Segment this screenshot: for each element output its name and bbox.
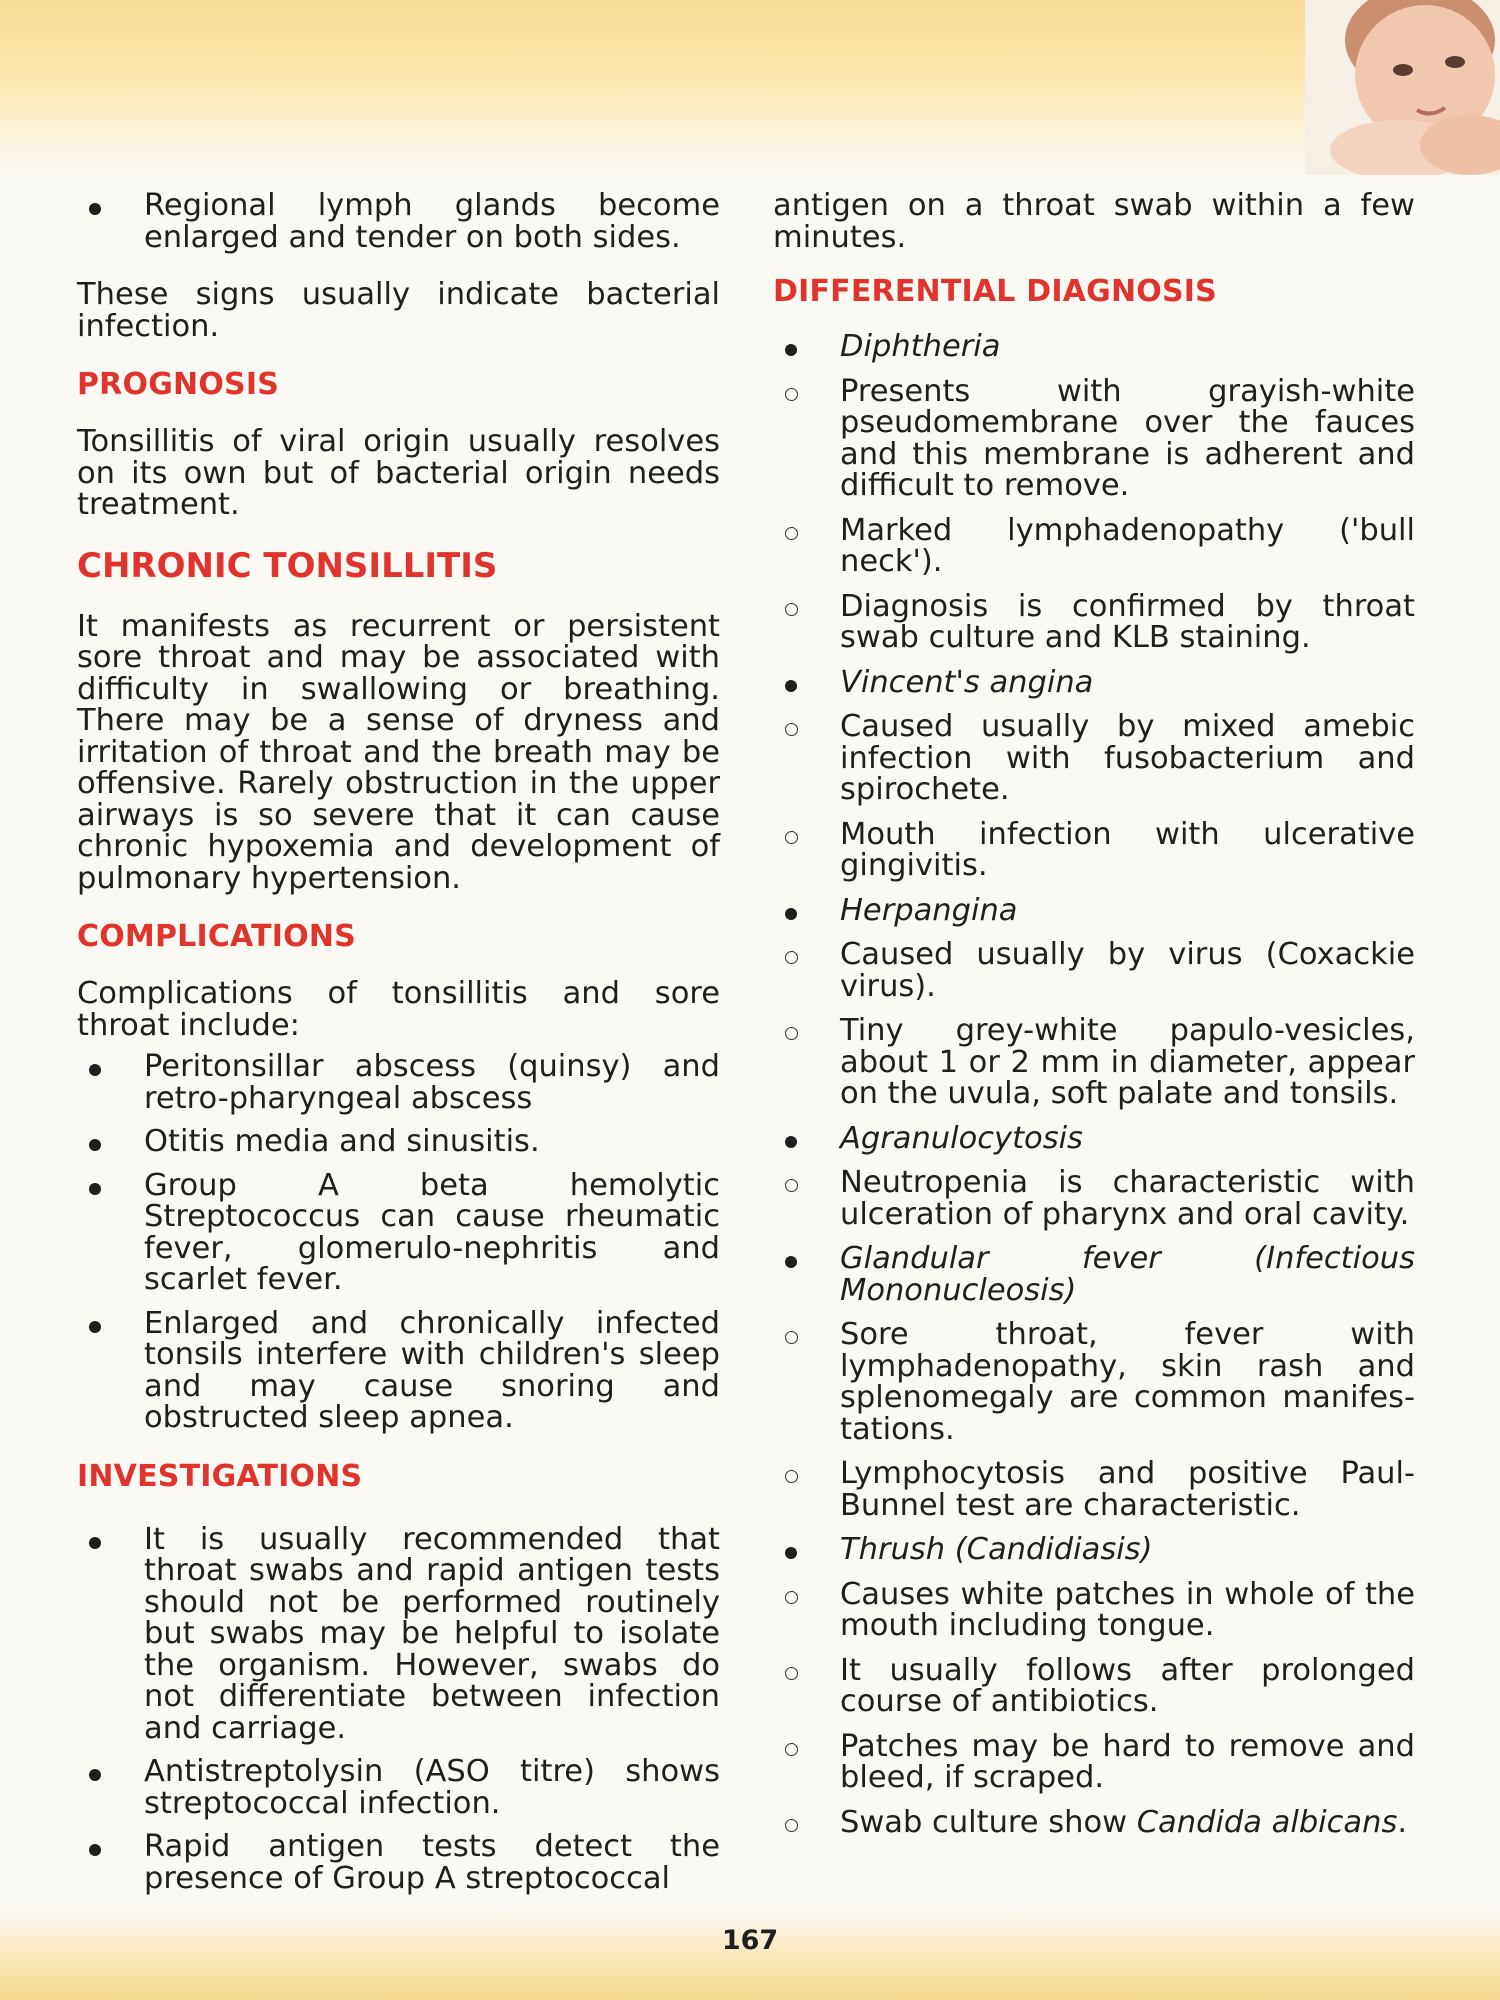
complications-list [77, 1051, 720, 1434]
prognosis-heading: PROGNOSIS [77, 367, 280, 402]
list-item [77, 1051, 720, 1114]
circle-bullet-icon [776, 1167, 806, 1199]
list-item-text: Sore throat, fever with lymphadenopathy, skin rash and splenomegaly are common manifes-tations. [840, 1317, 1415, 1447]
bullet-icon [80, 1051, 110, 1083]
circle-bullet-icon [776, 819, 806, 851]
bullet-icon [80, 1524, 110, 1556]
bullet-icon [80, 1831, 110, 1863]
list-item-text: Neutropenia is characteristic with ulceration of pharynx and oral cavity. [840, 1165, 1415, 1232]
list-item-text: Regional lymph glands become enlarged and tender on both sides. [144, 188, 720, 255]
baby-photo [1305, 0, 1500, 175]
species-name: Candida albicans [1136, 1804, 1398, 1840]
circle-bullet-icon [776, 515, 806, 547]
list-item-text: Diphtheria [840, 329, 1001, 364]
list-item-text: Caused usually by virus (Coxackie virus). [840, 937, 1415, 1004]
intro-paragraph: These signs usually indicate bacterial infection. [77, 277, 720, 344]
list-item-text: Herpangina [840, 892, 1018, 928]
list-item-text: It usually follows after prolonged course of antibiotics. [840, 1652, 1415, 1719]
list-item-text: Caused usually by mixed amebic infection with fusobacterium and spirochete. [840, 709, 1415, 807]
right-column [773, 190, 1415, 1862]
diagnosis-detail [773, 1728, 1415, 1795]
page-number: 167 [721, 1925, 779, 1956]
bullet-icon [776, 331, 806, 363]
list-item-text: Group A beta hemolytic Streptococcus can cause rheumatic fever, glomerulo-nephritis and scarlet fever. [144, 1167, 720, 1297]
diagnosis-item [773, 331, 1415, 363]
circle-bullet-icon [776, 939, 806, 971]
bullet-icon [80, 1170, 110, 1202]
list-item-text: Causes white patches in whole of the mouth including tongue. [840, 1576, 1415, 1643]
list-item [77, 1126, 720, 1158]
intro-list [77, 190, 720, 253]
diagnosis-item [773, 1120, 1415, 1156]
list-item-text: Marked lymphadenopathy ('bull neck'). [840, 512, 1415, 579]
bullet-icon [80, 1308, 110, 1340]
list-item-text: Tiny grey-white papulo-vesicles, about 1 or 2 mm in diameter, appear on the uvula, soft palate and tonsils. [840, 1013, 1415, 1111]
bullet-icon [80, 1756, 110, 1788]
list-item-text: Peritonsillar abscess (quinsy) and retro-pharyngeal abscess [144, 1049, 720, 1116]
bullet-icon [776, 1243, 806, 1275]
list-item [77, 1756, 720, 1819]
list-item [77, 1305, 720, 1435]
chronic-tonsillitis-text: It manifests as recurrent or persistent sore throat and may be associated with difficulty in swallowing or breathing. There may be a sense of dryness and irritation of throat and the breath may be offensive. Rarely obstruction in the upper airways is so severe that it can cause chronic hypoxemia and development of pulmonary hypertension. [77, 608, 720, 896]
diagnosis-detail [773, 588, 1415, 655]
list-item [77, 1167, 720, 1297]
diagnosis-detail [773, 1015, 1415, 1110]
circle-bullet-icon [776, 1015, 806, 1047]
list-item-text: Diagnosis is confirmed by throat swab culture and KLB staining. [840, 588, 1415, 655]
list-item-text: Patches may be hard to remove and bleed, if scraped. [840, 1728, 1415, 1795]
bullet-icon [776, 1123, 806, 1155]
circle-bullet-icon [776, 376, 806, 408]
list-item-text: Enlarged and chronically infected tonsils interfere with children's sleep and may cause snoring and obstructed sleep apnea. [144, 1305, 720, 1435]
list-item-text: Vincent's angina [840, 664, 1094, 700]
circle-bullet-icon [776, 591, 806, 623]
diagnosis-detail [773, 1652, 1415, 1719]
prognosis-text: Tonsillitis of viral origin usually resolves on its own but of bacterial origin needs treatment. [77, 424, 720, 522]
list-item-text: Presents with grayish-white pseudomembrane over the fauces and this membrane is adherent and difficult to remove. [840, 373, 1415, 503]
bullet-icon [80, 1126, 110, 1158]
list-item [77, 1521, 720, 1746]
continued-text: antigen on a throat swab within a few minutes. [773, 188, 1415, 255]
list-item-text: Glandular fever (Infectious Mononucleosis) [840, 1241, 1415, 1308]
investigations-heading: INVESTIGATIONS [77, 1458, 363, 1494]
bullet-icon [776, 1534, 806, 1566]
diagnosis-detail [773, 1319, 1415, 1445]
differential-diagnosis-list [773, 331, 1415, 1838]
complications-heading: COMPLICATIONS [77, 919, 356, 954]
list-item-text: It is usually recommended that throat swabs and rapid antigen tests should not be performed routinely but swabs may be helpful to isolate the organism. However, swabs do not differentiate between infection and carriage. [144, 1521, 720, 1746]
diagnosis-detail [773, 1167, 1415, 1230]
list-item-text: Lymphocytosis and positive Paul-Bunnel test are characteristic. [840, 1456, 1415, 1523]
diagnosis-detail [773, 939, 1415, 1002]
circle-bullet-icon [776, 1731, 806, 1763]
differential-diagnosis-heading: DIFFERENTIAL DIAGNOSIS [773, 274, 1217, 309]
diagnosis-item [773, 1534, 1415, 1566]
list-item [77, 1831, 720, 1894]
list-item-text: Mouth infection with ulcerative gingivitis. [840, 816, 1415, 883]
list-item-text: Agranulocytosis [840, 1120, 1083, 1156]
top-decorative-band [0, 0, 1500, 175]
diagnosis-detail [773, 512, 1415, 579]
list-item-text: Thrush (Candidiasis) [840, 1532, 1153, 1567]
circle-bullet-icon [776, 1458, 806, 1490]
complications-intro: Complications of tonsillitis and sore throat include: [77, 976, 720, 1043]
diagnosis-detail [773, 1576, 1415, 1643]
bullet-icon [80, 190, 110, 222]
circle-bullet-icon [776, 711, 806, 743]
diagnosis-item [773, 1243, 1415, 1306]
diagnosis-detail [773, 1804, 1415, 1840]
diagnosis-item [773, 664, 1415, 700]
circle-bullet-icon [776, 1319, 806, 1351]
bullet-icon [776, 895, 806, 927]
list-item-text: Otitis media and sinusitis. [144, 1124, 540, 1159]
chronic-tonsillitis-heading: CHRONIC TONSILLITIS [77, 545, 498, 586]
circle-bullet-icon [776, 1579, 806, 1611]
bullet-icon [776, 667, 806, 699]
diagnosis-detail [773, 711, 1415, 806]
left-column [77, 190, 720, 1918]
diagnosis-detail [773, 816, 1415, 883]
list-item-text: Antistreptolysin (ASO titre) shows streptococcal infection. [144, 1754, 720, 1821]
circle-bullet-icon [776, 1807, 806, 1839]
diagnosis-item [773, 892, 1415, 928]
circle-bullet-icon [776, 1655, 806, 1687]
investigations-list [77, 1521, 720, 1896]
diagnosis-detail [773, 1458, 1415, 1521]
diagnosis-detail [773, 373, 1415, 503]
list-item-text: Rapid antigen tests detect the presence of Group A streptococcal [144, 1829, 720, 1896]
list-item-text: Swab culture show Candida albicans. [840, 1804, 1408, 1840]
list-item [77, 190, 720, 253]
